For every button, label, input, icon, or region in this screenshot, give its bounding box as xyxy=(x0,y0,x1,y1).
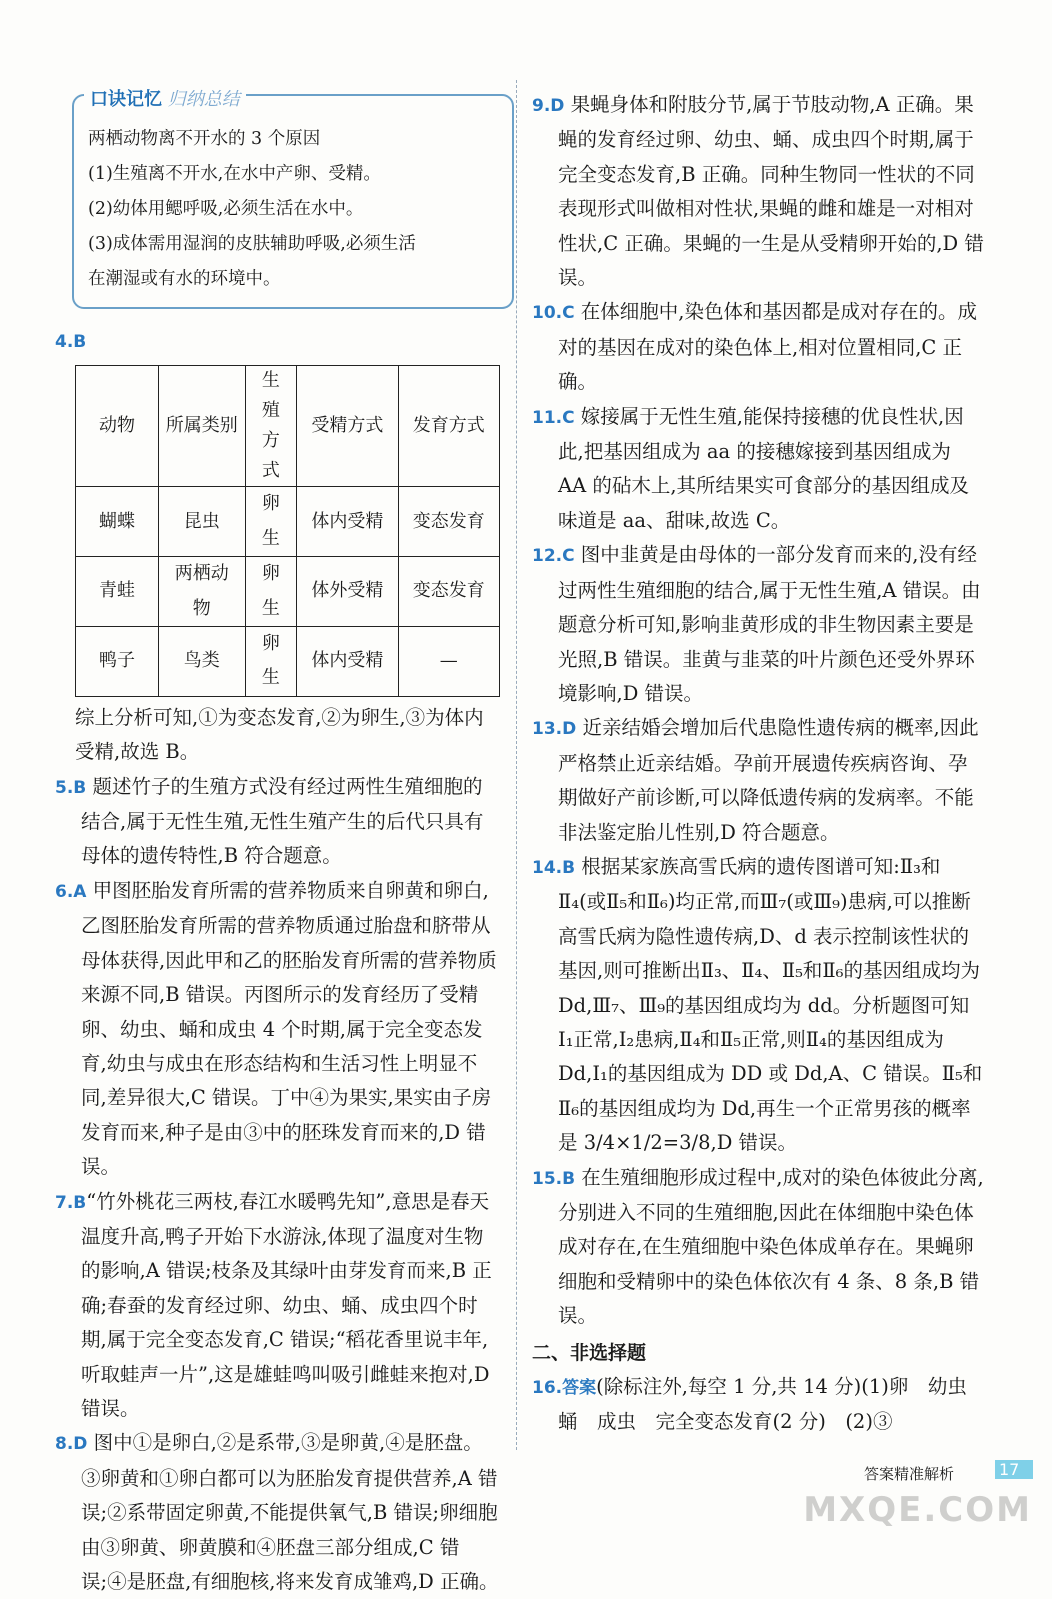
table-row xyxy=(76,627,500,697)
table-cell: 卵生 xyxy=(245,627,297,697)
answer-label: 答案 xyxy=(562,1378,597,1399)
answer-item xyxy=(532,400,984,539)
answer-item xyxy=(55,874,500,1185)
answer-number: 10.C xyxy=(532,303,575,324)
mnemonic-line: (3)成体需用湿润的皮肤辅助呼吸,必须生活 xyxy=(88,234,416,254)
table-cell: 体外受精 xyxy=(297,557,398,627)
answer-text: 甲图胚胎发育所需的营养物质来自卵黄和卵白,乙图胚胎发育所需的营养物质通过胎盘和脐带从母体获得,因此甲和乙的胚胎发育所需的营养物质来源不同,B 错误。丙图所示的发育经历了受精卵、幼虫、蛹和成虫 4 个时期,属于完全变态发育,幼虫与成虫在形态结构和生活习性上明显不同,差异很大,C 错误。丁中④为果实,果实由子房发育而来,种子是由③中的胚珠发育而来的,D 错误。 xyxy=(81,878,497,1179)
table-cell: 鸭子 xyxy=(76,627,159,697)
table-cell: 两栖动物 xyxy=(158,557,245,627)
section-heading: 二、非选择题 xyxy=(532,1341,647,1364)
answer-text: 图中韭黄是由母体的一部分发育而来的,没有经过两性生殖细胞的结合,属于无性生殖,A 错误。由题意分析可知,影响韭黄形成的非生物因素主要是光照,B 错误。韭黄与韭菜的叶片颜色还受外界环境影响,D 错误。 xyxy=(558,543,981,705)
answer-item xyxy=(532,538,984,711)
table-header-cell: 发育方式 xyxy=(398,366,499,487)
right-column xyxy=(532,88,987,1440)
answer-item xyxy=(532,850,984,1161)
answer-number: 5.B xyxy=(55,777,87,798)
q4-table xyxy=(75,365,500,696)
answer-number: 12.C xyxy=(532,546,575,567)
answer-item xyxy=(532,1370,987,1440)
answer-number: 8.D xyxy=(55,1434,88,1455)
table-cell: 青蛙 xyxy=(76,557,159,627)
table-cell: 体内受精 xyxy=(297,627,398,697)
mnemonic-line: (1)生殖离不开水,在水中产卵、受精。 xyxy=(88,164,381,184)
table-cell: 昆虫 xyxy=(158,487,245,557)
mnemonic-line: (2)幼体用鳃呼吸,必须生活在水中。 xyxy=(88,199,364,219)
answer-text: (除标注外,每空 1 分,共 14 分)(1)卵 幼虫 蛹 成虫 完全变态发育(2 分) (2)③ xyxy=(558,1375,987,1434)
answer-number: 14.B xyxy=(532,857,576,878)
answer-item xyxy=(55,770,500,874)
answer-item xyxy=(532,88,984,295)
page-number: 17 xyxy=(995,1460,1033,1479)
answer-text: “竹外桃花三两枝,春江水暖鸭先知”,意思是春天温度升高,鸭子开始下水游泳,体现了温度对生物的影响,A 错误;枝条及其绿叶由芽发育而来,B 正确;春蚕的发育经过卵、幼虫、蛹、成虫四个时期,属于完全变态发育,C 错误;“稻花香里说丰年,听取蛙声一片”,这是雄蛙鸣叫吸引雌蛙来抱对,D 错误。 xyxy=(81,1189,492,1420)
answer-number: 15.B xyxy=(532,1168,576,1189)
answer-text: 在体细胞中,染色体和基因都是成对存在的。成对的基因在成对的染色体上,相对位置相同,C 正确。 xyxy=(558,300,977,394)
q4-number: 4.B xyxy=(55,332,87,352)
table-header-cell: 生殖方式 xyxy=(245,366,297,487)
answer-text: 嫁接属于无性生殖,能保持接穗的优良性状,因此,把基因组成为 aa 的接穗嫁接到基因组成为 AA 的砧木上,其所结果实可食部分的基因组成及味道是 aa、甜味,故选 C。 xyxy=(558,404,970,532)
table-header-cell: 动物 xyxy=(76,366,159,487)
table-header-cell: 所属类别 xyxy=(158,366,245,487)
table-cell: 鸟类 xyxy=(158,627,245,697)
answer-number: 13.D xyxy=(532,719,577,740)
answer-text: 果蝇身体和附肢分节,属于节肢动物,A 正确。果蝇的发育经过卵、幼虫、蛹、成虫四个时期,属于完全变态发育,B 正确。同种生物同一性状的不同表现形式叫做相对性状,果蝇的雌和雄是一对相对性状,C 正确。果蝇的一生是从受精卵开始的,D 错误。 xyxy=(558,93,984,290)
table-cell: 体内受精 xyxy=(297,487,398,557)
answer-number: 6.A xyxy=(55,881,87,902)
answer-text: 根据某家族高雪氏病的遗传图谱可知:Ⅱ₃和Ⅱ₄(或Ⅱ₅和Ⅱ₆)均正常,而Ⅲ₇(或Ⅲ₉)患病,可以推断高雪氏病为隐性遗传病,D、d 表示控制该性状的基因,则可推断出Ⅱ₃、Ⅱ₄、Ⅱ₅和Ⅱ₆的基因组成均为 Dd,Ⅲ₇、Ⅲ₉的基因组成均为 dd。分析题图可知Ⅰ₁正常,Ⅰ₂患病,Ⅱ₄和Ⅱ₅正常,则Ⅱ₄的基因组成为 Dd,Ⅰ₁的基因组成为 DD 或 Dd,A、C 错误。Ⅱ₅和Ⅱ₆的基因组成均为 Dd,再生一个正常男孩的概率是 3/4×1/2=3/8,D 错误。 xyxy=(558,854,983,1155)
mnemonic-subtitle: 归纳总结 xyxy=(167,89,240,110)
answer-number: 16. xyxy=(532,1378,563,1399)
mnemonic-line: 在潮湿或有水的环境中。 xyxy=(88,269,281,289)
mnemonic-tag xyxy=(84,82,246,117)
table-cell: 变态发育 xyxy=(398,557,499,627)
answer-text: 图中①是卵白,②是系带,③是卵黄,④是胚盘。③卵黄和①卵白都可以为胚胎发育提供营养,A 错误;②系带固定卵黄,不能提供氧气,B 错误;卵细胞由③卵黄、卵黄膜和④胚盘三部分组成,C 错误;④是胚盘,有细胞核,将来发育成雏鸡,D 正确。 xyxy=(81,1431,499,1593)
answer-item xyxy=(55,1185,500,1427)
answer-item xyxy=(532,295,984,399)
table-cell: 卵生 xyxy=(245,557,297,627)
table-row xyxy=(76,487,500,557)
answer-item xyxy=(532,1161,984,1334)
answer-number: 9.D xyxy=(532,96,565,116)
mnemonic-line: 两栖动物离不开水的 3 个原因 xyxy=(88,129,321,149)
answer-text: 题述竹子的生殖方式没有经过两性生殖细胞的结合,属于无性生殖,无性生殖产生的后代只具有母体的遗传特性,B 符合题意。 xyxy=(81,774,484,868)
table-header-row xyxy=(76,366,500,487)
mnemonic-box xyxy=(72,89,514,309)
table-cell: 蝴蝶 xyxy=(76,487,159,557)
table-cell: 卵生 xyxy=(245,487,297,557)
answer-item xyxy=(532,711,984,850)
table-cell: 变态发育 xyxy=(398,487,499,557)
watermark: MXQE.COM xyxy=(803,1490,1032,1530)
table-header-cell: 受精方式 xyxy=(297,366,398,487)
table-cell: — xyxy=(398,627,499,697)
answer-text: 在生殖细胞形成过程中,成对的染色体彼此分离,分别进入不同的生殖细胞,因此在体细胞中染色体成对存在,在生殖细胞中染色体成单存在。果蝇卵细胞和受精卵中的染色体依次有 4 条、8 条,B 错误。 xyxy=(558,1165,984,1328)
answer-number: 7.B xyxy=(55,1192,87,1213)
column-divider xyxy=(516,80,517,1450)
answer-number: 11.C xyxy=(532,407,575,428)
q4-text: 综上分析可知,①为变态发育,②为卵生,③为体内受精,故选 B。 xyxy=(75,705,484,764)
footer-label: 答案精准解析 xyxy=(864,1465,955,1483)
left-column xyxy=(55,88,500,1599)
table-row xyxy=(76,557,500,627)
answer-item xyxy=(55,1426,500,1599)
mnemonic-title: 口诀记忆 xyxy=(90,89,162,110)
answer-text: 近亲结婚会增加后代患隐性遗传病的概率,因此严格禁止近亲结婚。孕前开展遗传疾病咨询、孕期做好产前诊断,可以降低遗传病的发病率。不能非法鉴定胎儿性别,D 符合题意。 xyxy=(558,716,979,844)
